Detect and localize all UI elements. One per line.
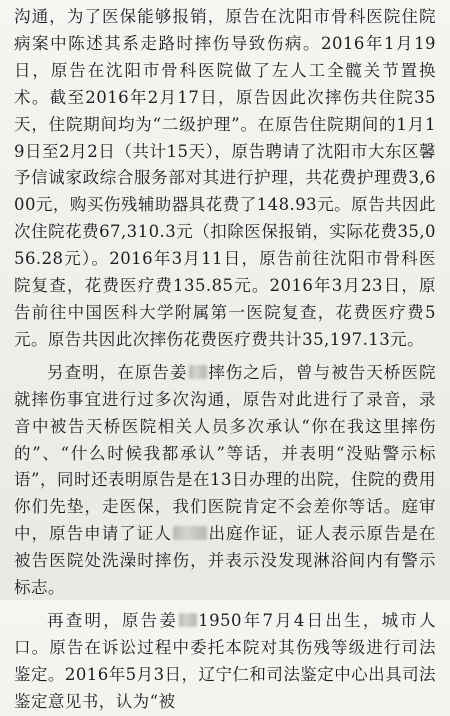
paragraph-text: 沟通，为了医保能够报销，原告在沈阳市骨科医院住院病案中陈述其系走路时摔伤导致伤病。2016年1月19日，原告在沈阳市骨科医院做了左人工全髋关节置换术。截至2016年2月17日，原告因此次摔伤共住院35天，住院期间均为“二级护理”。在原告住院期间的1月19日至2月2日（共计15天），原告聘请了沈阳市大东区馨予信诚家政综合服务部对其进行护理，共花费护理费3,600元，购买伤残辅助器具花费了148.93元。原告共因此次住院花费67,310.3元（扣除医保报销，实际花费35,056.28元）。2016年3月11日，原告前往沈阳市骨科医院复查，花费医疗费135.85元。2016年3月23日，原告前往中国医科大学附属第一医院复查，花费医疗费5元。原告共因此次摔伤花费医疗费共计35,197.13元。: [14, 7, 436, 349]
redacted-name-blur: [173, 526, 207, 540]
paragraph-text: 摔伤之后，曾与被告天桥医院就摔伤事宜进行过多次沟通，原告对此进行了录音，录音中被告天桥医院相关人员多次承认“你在我这里摔伤的”、“什么时候我都承认”等话，并表明“没贴警示标语”，同时还表明原告是在13日办理的出院，住院的费用你们先垫，走医保，我们医院肯定不会差你等话。庭审中，原告申请了证人: [14, 362, 436, 544]
paragraph-text: 出庭作证，证人表示原告是在被告医院处洗澡时摔伤，并表示没发现淋浴间内有警示标志。: [14, 524, 436, 598]
paragraph-additional-findings: [14, 608, 436, 716]
paragraph-further-findings: [14, 360, 436, 602]
paragraph-text: 1950年7月4日出生，城市人口。原告在诉讼过程中委托本院对其伤残等级进行司法鉴定。2016年5月3日，辽宁仁和司法鉴定中心出具司法鉴定意见书，认为“被: [14, 610, 436, 711]
redacted-name-blur: [179, 613, 197, 627]
paragraph-hospital-treatment: [14, 4, 436, 354]
paragraph-text: 另查明，在原告姜: [47, 362, 188, 382]
paragraph-text: 再查明，原告姜: [47, 610, 179, 630]
redacted-name-blur: [189, 365, 207, 379]
